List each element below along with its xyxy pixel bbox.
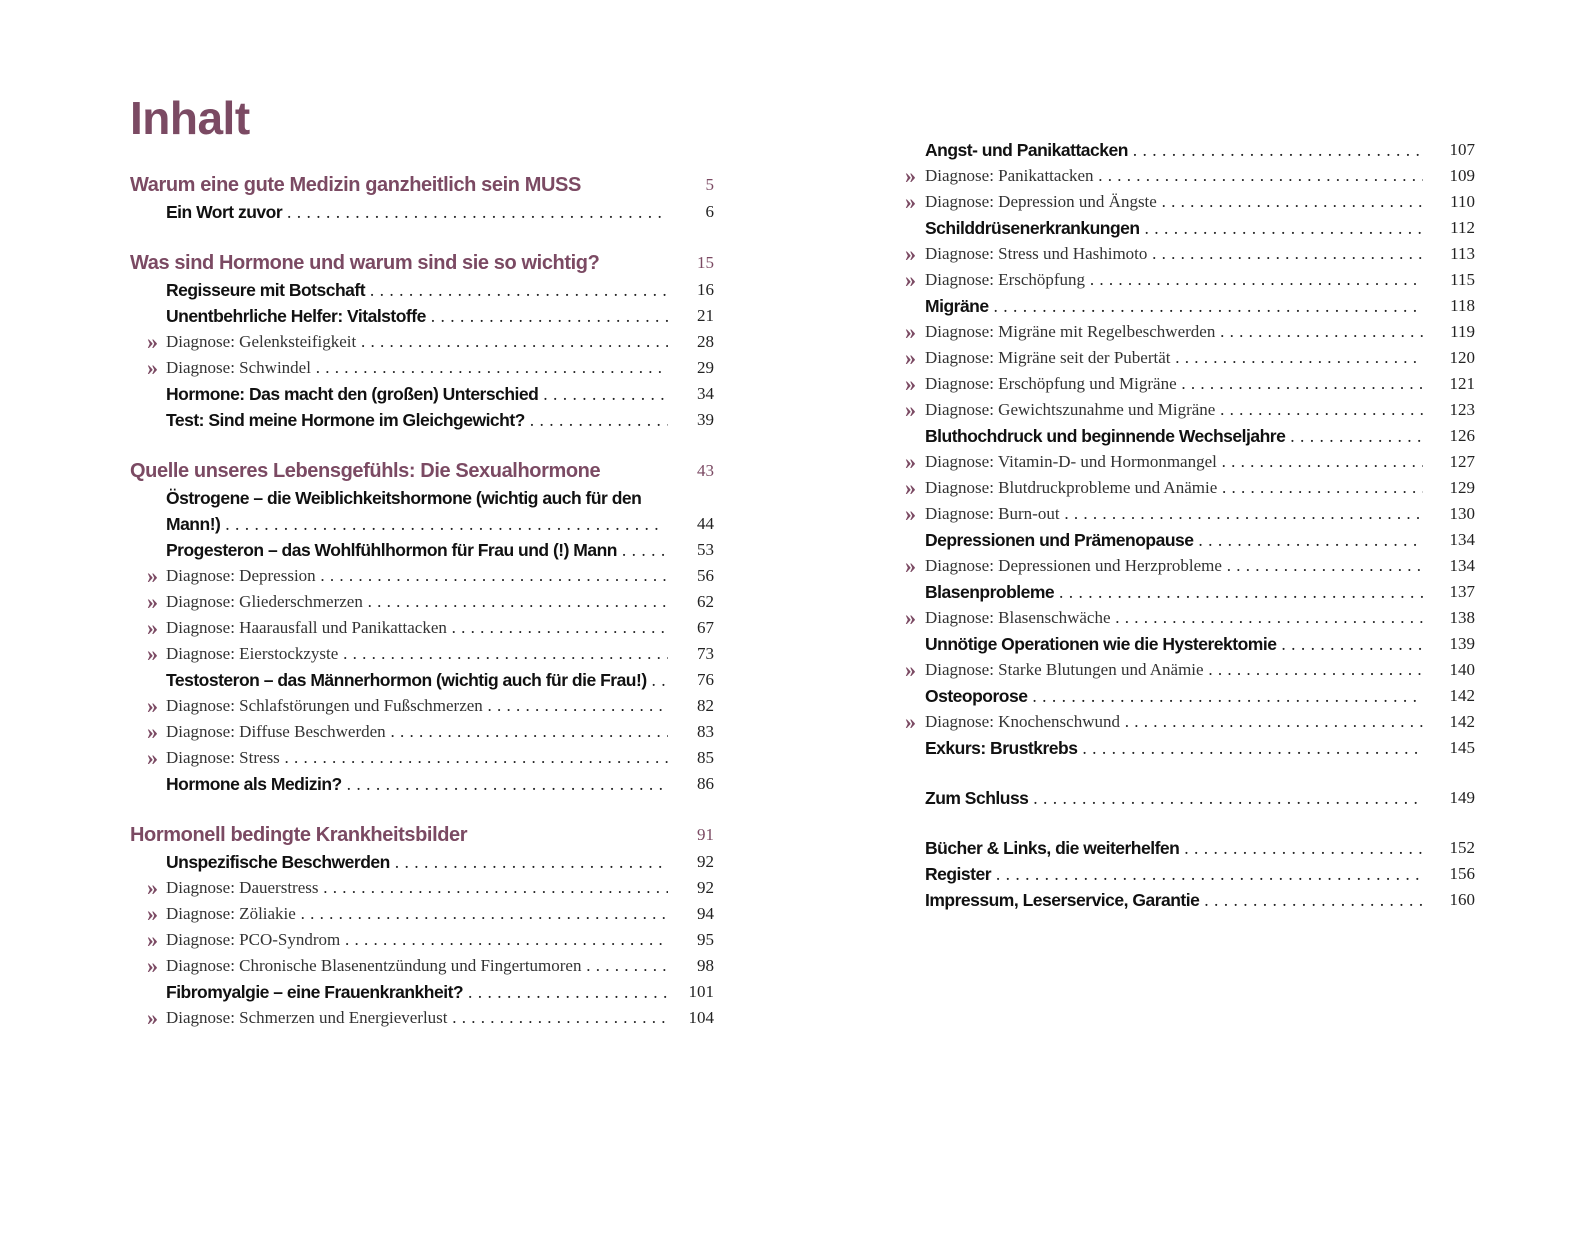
toc-page-number: 109: [1449, 166, 1475, 185]
toc-section-entry: [905, 423, 1475, 449]
toc-entry-title: Diagnose: Vitamin-D- und Hormonmangel . . .: [925, 449, 1423, 475]
toc-diagnosis-entry: [905, 345, 1475, 371]
toc-page-number: 115: [1450, 270, 1475, 289]
toc-entry-title: Hormone als Medizin? . . .: [166, 771, 668, 797]
toc-diagnosis-entry: [130, 901, 714, 927]
toc-diagnosis-entry: [130, 615, 714, 641]
toc-entry-title: Diagnose: Schlafstörungen und Fußschmerzen . . .: [166, 693, 668, 719]
diagnosis-marker-icon: »: [147, 745, 158, 770]
toc-page-number: 142: [1449, 712, 1475, 731]
toc-chapter: [130, 249, 714, 277]
diagnosis-marker-icon: »: [147, 1005, 158, 1030]
toc-section-entry: [905, 683, 1475, 709]
toc-diagnosis-entry: [130, 693, 714, 719]
toc-page-number: 39: [697, 410, 714, 429]
toc-section-entry: [905, 293, 1475, 319]
toc-entry-title: Angst- und Panikattacken . . .: [925, 137, 1423, 163]
toc-entry-title: Ein Wort zuvor . . .: [166, 199, 668, 225]
toc-section-entry: [130, 537, 714, 563]
diagnosis-marker-icon: »: [905, 189, 916, 214]
diagnosis-marker-icon: »: [905, 709, 916, 734]
toc-entry-title: Diagnose: Eierstockzyste . . .: [166, 641, 668, 667]
toc-section-entry: [130, 485, 714, 537]
toc-entry-title: Hormone: Das macht den (großen) Unterschied . . .: [166, 381, 668, 407]
toc-diagnosis-entry: [905, 657, 1475, 683]
toc-entry-title: Blasenprobleme . . .: [925, 579, 1423, 605]
toc-page-number: 82: [697, 696, 714, 715]
toc-page-number: 137: [1449, 582, 1475, 601]
toc-page-number: 119: [1450, 322, 1475, 341]
diagnosis-marker-icon: »: [905, 267, 916, 292]
toc-chapter: [130, 821, 714, 849]
toc-section-entry: [905, 579, 1475, 605]
toc-page-number: 44: [697, 514, 714, 533]
toc-page-number: 95: [697, 930, 714, 949]
toc-page-number: 101: [688, 982, 714, 1001]
toc-page-number: 92: [697, 852, 714, 871]
toc-entry-title: Migräne . . .: [925, 293, 1423, 319]
toc-section-entry: [905, 785, 1475, 811]
toc-page-number: 145: [1449, 738, 1475, 757]
toc-diagnosis-entry: [130, 953, 714, 979]
toc-section-entry: [130, 303, 714, 329]
toc-page-number: 53: [697, 540, 714, 559]
toc-diagnosis-entry: [130, 927, 714, 953]
toc-section-entry: [130, 199, 714, 225]
toc-diagnosis-entry: [905, 319, 1475, 345]
toc-page-number: 94: [697, 904, 714, 923]
toc-diagnosis-entry: [905, 449, 1475, 475]
page-title: Inhalt: [130, 92, 250, 144]
diagnosis-marker-icon: »: [905, 553, 916, 578]
toc-page-number: 86: [697, 774, 714, 793]
toc-page-number: 129: [1449, 478, 1475, 497]
diagnosis-marker-icon: »: [147, 875, 158, 900]
diagnosis-marker-icon: »: [147, 563, 158, 588]
toc-page-number: 126: [1449, 426, 1475, 445]
toc-section-entry: [130, 979, 714, 1005]
toc-entry-title: Diagnose: Diffuse Beschwerden . . .: [166, 719, 668, 745]
toc-page-number: 138: [1449, 608, 1475, 627]
toc-page-number: 98: [697, 956, 714, 975]
toc-page-number: 73: [697, 644, 714, 663]
toc-diagnosis-entry: [130, 355, 714, 381]
toc-page-number: 160: [1449, 890, 1475, 909]
toc-page-number: 67: [697, 618, 714, 637]
toc-entry-title: Schilddrüsenerkrankungen . . .: [925, 215, 1423, 241]
toc-diagnosis-entry: [905, 267, 1475, 293]
toc-entry-title: Unnötige Operationen wie die Hysterektomie . . .: [925, 631, 1423, 657]
toc-diagnosis-entry: [905, 553, 1475, 579]
toc-page-number: 92: [697, 878, 714, 897]
toc-page-number: 34: [697, 384, 714, 403]
toc-page-number: 118: [1450, 296, 1475, 315]
diagnosis-marker-icon: »: [147, 615, 158, 640]
toc-entry-title: Diagnose: Gelenksteifigkeit . . .: [166, 329, 668, 355]
toc-entry-title: Was sind Hormone und warum sind sie so wichtig?: [130, 252, 600, 274]
toc-page-number: 142: [1449, 686, 1475, 705]
toc-entry-title: Diagnose: Starke Blutungen und Anämie . . .: [925, 657, 1423, 683]
toc-page-number: 28: [697, 332, 714, 351]
toc-page-number: 91: [697, 825, 714, 844]
toc-entry-title: Register . . .: [925, 861, 1423, 887]
toc-entry-title: Hormonell bedingte Krankheitsbilder: [130, 824, 468, 846]
toc-diagnosis-entry: [905, 163, 1475, 189]
toc-entry-title: Fibromyalgie – eine Frauenkrankheit? . . .: [166, 979, 668, 1005]
toc-diagnosis-entry: [130, 719, 714, 745]
toc-page-number: 149: [1449, 788, 1475, 807]
toc-entry-title: Exkurs: Brustkrebs . . .: [925, 735, 1423, 761]
diagnosis-marker-icon: »: [147, 901, 158, 926]
toc-page-number: 110: [1450, 192, 1475, 211]
diagnosis-marker-icon: »: [905, 241, 916, 266]
diagnosis-marker-icon: »: [147, 329, 158, 354]
toc-right-column: [905, 137, 1475, 913]
toc-left-column: [130, 171, 714, 1031]
toc-entry-title: Testosteron – das Männerhormon (wichtig auch für die Frau!) . . .: [166, 667, 668, 693]
toc-page-number: 62: [697, 592, 714, 611]
toc-diagnosis-entry: [905, 605, 1475, 631]
toc-section-entry: [905, 735, 1475, 761]
toc-entry-title: Diagnose: Erschöpfung . . .: [925, 267, 1423, 293]
toc-page-number: 56: [697, 566, 714, 585]
toc-page-number: 113: [1450, 244, 1475, 263]
toc-entry-title: Diagnose: Panikattacken . . .: [925, 163, 1423, 189]
toc-page-number: 152: [1449, 838, 1475, 857]
toc-chapter: [130, 171, 714, 199]
toc-page-number: 5: [705, 175, 714, 194]
toc-section-entry: [905, 631, 1475, 657]
toc-entry-title: Diagnose: Knochenschwund . . .: [925, 709, 1423, 735]
toc-entry-title: Unentbehrliche Helfer: Vitalstoffe . . .: [166, 303, 668, 329]
toc-section-entry: [130, 381, 714, 407]
toc-entry-title: Warum eine gute Medizin ganzheitlich sein MUSS: [130, 174, 581, 196]
toc-entry-title: Östrogene – die Weiblichkeitshormone (wichtig auch für den Mann!) . . .: [166, 485, 668, 537]
toc-entry-title: Quelle unseres Lebensgefühls: Die Sexualhormone: [130, 460, 601, 482]
toc-page-number: 83: [697, 722, 714, 741]
toc-entry-title: Test: Sind meine Hormone im Gleichgewicht? . . .: [166, 407, 668, 433]
toc-diagnosis-entry: [905, 371, 1475, 397]
toc-page-number: 134: [1449, 556, 1475, 575]
toc-entry-title: Diagnose: Haarausfall und Panikattacken . . .: [166, 615, 668, 641]
diagnosis-marker-icon: »: [905, 501, 916, 526]
toc-page-number: 76: [697, 670, 714, 689]
toc-entry-title: Impressum, Leserservice, Garantie . . .: [925, 887, 1423, 913]
toc-page-number: 16: [697, 280, 714, 299]
toc-section-entry: [130, 407, 714, 433]
toc-entry-title: Diagnose: Stress und Hashimoto . . .: [925, 241, 1423, 267]
diagnosis-marker-icon: »: [147, 355, 158, 380]
toc-page-number: 140: [1449, 660, 1475, 679]
toc-entry-title: Depressionen und Prämenopause . . .: [925, 527, 1423, 553]
diagnosis-marker-icon: »: [905, 397, 916, 422]
diagnosis-marker-icon: »: [147, 641, 158, 666]
toc-entry-title: Diagnose: Schwindel . . .: [166, 355, 668, 381]
toc-section-entry: [130, 849, 714, 875]
toc-entry-title: Diagnose: Blasenschwäche . . .: [925, 605, 1423, 631]
toc-page-number: 29: [697, 358, 714, 377]
toc-section-entry: [905, 887, 1475, 913]
toc-page-number: 85: [697, 748, 714, 767]
toc-diagnosis-entry: [130, 329, 714, 355]
toc-entry-title: Diagnose: Gewichtszunahme und Migräne . . .: [925, 397, 1423, 423]
toc-section-entry: [130, 667, 714, 693]
toc-page-number: 15: [697, 253, 714, 272]
toc-entry-title: Diagnose: Depression und Ängste . . .: [925, 189, 1423, 215]
toc-page-number: 21: [697, 306, 714, 325]
toc-entry-title: Unspezifische Beschwerden . . .: [166, 849, 668, 875]
diagnosis-marker-icon: »: [905, 371, 916, 396]
toc-page-number: 130: [1449, 504, 1475, 523]
toc-entry-title: Diagnose: Burn-out . . .: [925, 501, 1423, 527]
diagnosis-marker-icon: »: [147, 693, 158, 718]
toc-entry-title: Diagnose: Gliederschmerzen . . .: [166, 589, 668, 615]
toc-section-entry: [130, 277, 714, 303]
toc-diagnosis-entry: [130, 589, 714, 615]
toc-page-number: 139: [1449, 634, 1475, 653]
toc-entry-title: Diagnose: Erschöpfung und Migräne . . .: [925, 371, 1423, 397]
toc-entry-title: Diagnose: Depression . . .: [166, 563, 668, 589]
toc-entry-title: Zum Schluss . . .: [925, 785, 1423, 811]
diagnosis-marker-icon: »: [905, 449, 916, 474]
toc-entry-title: Bücher & Links, die weiterhelfen . . .: [925, 835, 1423, 861]
diagnosis-marker-icon: »: [905, 657, 916, 682]
diagnosis-marker-icon: »: [147, 719, 158, 744]
toc-diagnosis-entry: [130, 1005, 714, 1031]
diagnosis-marker-icon: »: [905, 605, 916, 630]
toc-diagnosis-entry: [905, 475, 1475, 501]
toc-entry-title: Diagnose: Zöliakie . . .: [166, 901, 668, 927]
diagnosis-marker-icon: »: [147, 927, 158, 952]
diagnosis-marker-icon: »: [905, 475, 916, 500]
toc-entry-title: Diagnose: Stress . . .: [166, 745, 668, 771]
toc-page-number: 112: [1450, 218, 1475, 237]
toc-entry-title: Progesteron – das Wohlfühlhormon für Frau und (!) Mann . . .: [166, 537, 668, 563]
diagnosis-marker-icon: »: [905, 345, 916, 370]
toc-section-entry: [905, 835, 1475, 861]
toc-diagnosis-entry: [130, 745, 714, 771]
diagnosis-marker-icon: »: [905, 319, 916, 344]
toc-entry-title: Osteoporose . . .: [925, 683, 1423, 709]
diagnosis-marker-icon: »: [147, 953, 158, 978]
toc-entry-title: Diagnose: Blutdruckprobleme und Anämie . . .: [925, 475, 1423, 501]
toc-diagnosis-entry: [905, 397, 1475, 423]
toc-entry-title: Bluthochdruck und beginnende Wechseljahre . . .: [925, 423, 1423, 449]
toc-chapter: [130, 457, 714, 485]
toc-section-entry: [905, 137, 1475, 163]
toc-section-entry: [905, 527, 1475, 553]
toc-entry-title: Diagnose: Schmerzen und Energieverlust . . .: [166, 1005, 668, 1031]
toc-page-number: 120: [1449, 348, 1475, 367]
toc-entry-title: Diagnose: Dauerstress . . .: [166, 875, 668, 901]
toc-entry-title: Regisseure mit Botschaft . . .: [166, 277, 668, 303]
toc-page-number: 156: [1449, 864, 1475, 883]
toc-page-number: 123: [1449, 400, 1475, 419]
toc-diagnosis-entry: [905, 501, 1475, 527]
toc-entry-title: Diagnose: Depressionen und Herzprobleme . . .: [925, 553, 1423, 579]
toc-section-entry: [905, 861, 1475, 887]
toc-entry-title: Diagnose: Migräne mit Regelbeschwerden . . .: [925, 319, 1423, 345]
toc-diagnosis-entry: [130, 875, 714, 901]
diagnosis-marker-icon: »: [905, 163, 916, 188]
toc-entry-title: Diagnose: Migräne seit der Pubertät . . .: [925, 345, 1423, 371]
toc-diagnosis-entry: [905, 189, 1475, 215]
toc-page-number: 121: [1449, 374, 1475, 393]
toc-entry-title: Diagnose: Chronische Blasenentzündung und Fingertumoren . . .: [166, 953, 668, 979]
toc-page-number: 127: [1449, 452, 1475, 471]
toc-diagnosis-entry: [905, 709, 1475, 735]
toc-page-number: 104: [688, 1008, 714, 1027]
toc-diagnosis-entry: [905, 241, 1475, 267]
toc-page-number: 134: [1449, 530, 1475, 549]
toc-section-entry: [905, 215, 1475, 241]
toc-section-entry: [130, 771, 714, 797]
diagnosis-marker-icon: »: [147, 589, 158, 614]
toc-diagnosis-entry: [130, 563, 714, 589]
toc-page-number: 43: [697, 461, 714, 480]
toc-entry-title: Diagnose: PCO-Syndrom . . .: [166, 927, 668, 953]
toc-diagnosis-entry: [130, 641, 714, 667]
toc-page-number: 107: [1449, 140, 1475, 159]
toc-page-number: 6: [705, 202, 714, 221]
